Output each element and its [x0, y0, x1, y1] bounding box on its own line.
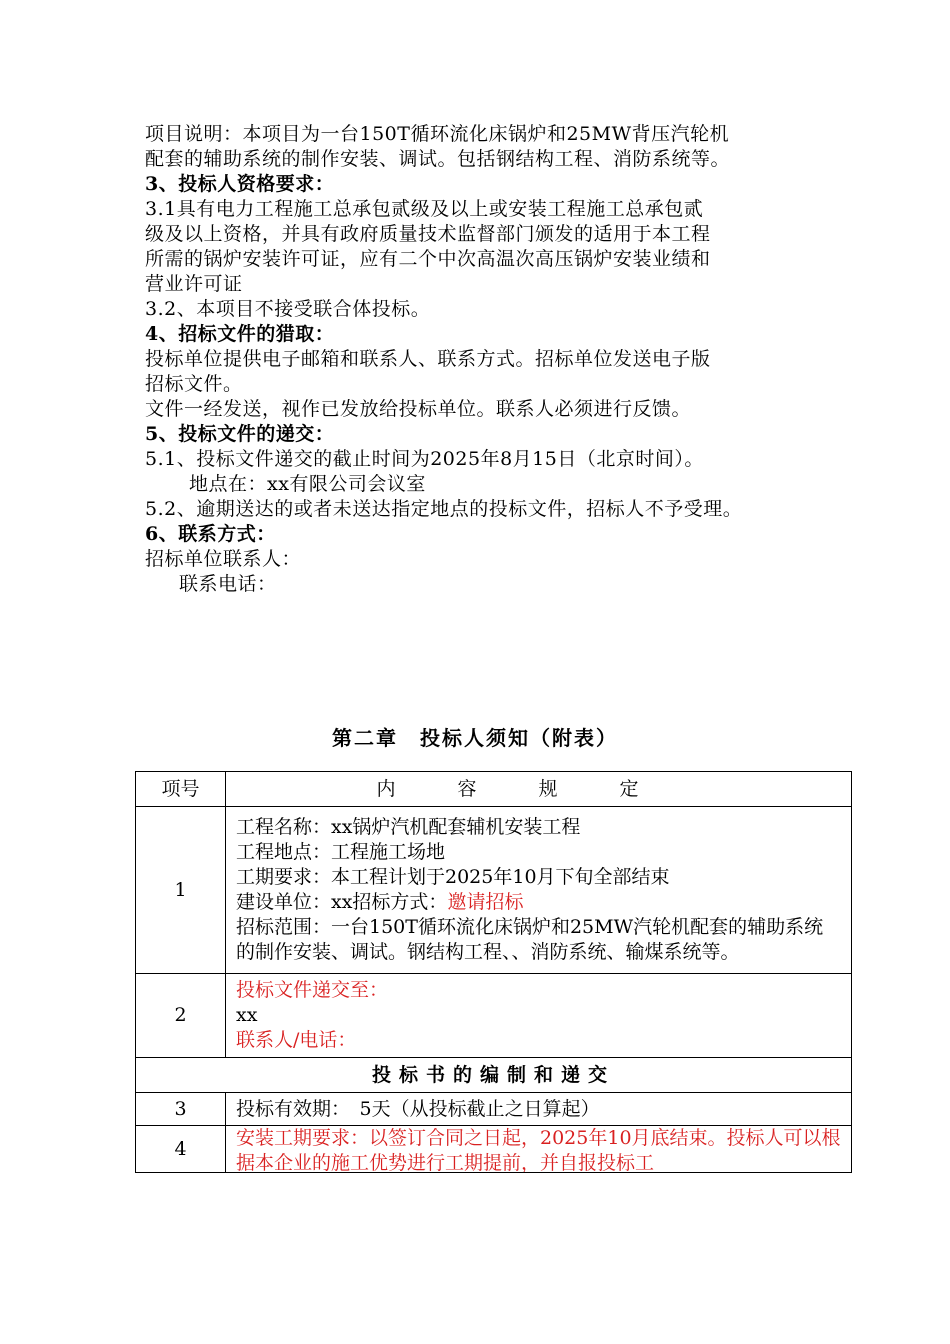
paragraph-line: 文件一经发送，视作已发放给投标单位。联系人必须进行反馈。 — [145, 398, 692, 420]
header-item-number: 项号 — [136, 772, 226, 807]
paragraph-line: 招标单位联系人： — [145, 548, 302, 570]
tender-scope: 招标范围：一台150T循环流化床锅炉和25MW汽轮机配套的辅助系统的制作安装、调试。钢结构工程、、消防系统、输煤系统等。 — [236, 916, 824, 963]
row-number: 2 — [136, 974, 226, 1058]
project-name: 工程名称：xx锅炉汽机配套辅机安装工程 — [236, 816, 581, 838]
table-row — [136, 1093, 852, 1126]
paragraph-line: 项目说明：本项目为一台150T循环流化床锅炉和25MW背压汽轮机 — [145, 123, 730, 145]
section-heading: 6、联系方式： — [145, 523, 276, 545]
section-heading: 5、投标文件的递交： — [145, 423, 335, 445]
section-heading: 投标书的编制和递交 — [136, 1058, 852, 1093]
bidder-notes-table — [135, 771, 852, 1173]
document-body — [145, 122, 845, 597]
project-location: 工程地点：工程施工场地 — [236, 841, 446, 863]
install-period-text: 安装工期要求：以签订合同之日起，2025年10月底结束。投标人可以根据本企业的施工优势进行工期提前，并自报投标工 — [236, 1127, 841, 1172]
schedule-requirement: 工期要求：本工程计划于2025年10月下旬全部结束 — [236, 866, 670, 888]
row-content — [226, 974, 852, 1058]
paragraph-line: 招标文件。 — [145, 373, 243, 395]
section-heading: 3、投标人资格要求： — [145, 173, 335, 195]
section-row — [136, 1058, 852, 1093]
owner-label: 建设单位：xx招标方式： — [236, 891, 448, 913]
paragraph-line: 配套的辅助系统的制作安装、调试。包括钢结构工程、消防系统等。 — [145, 148, 731, 170]
table-row — [136, 974, 852, 1058]
section-heading: 4、招标文件的猎取： — [145, 323, 335, 345]
paragraph-line: 联系电话： — [179, 573, 277, 595]
table-header-row — [136, 772, 852, 807]
submission-address-label: 投标文件递交至： — [236, 979, 389, 1001]
owner-and-method — [236, 890, 841, 915]
row-number: 3 — [136, 1093, 226, 1126]
header-content: 内容规定 — [226, 772, 852, 807]
paragraph-line: 营业许可证 — [145, 273, 243, 295]
paragraph-line: 所需的锅炉安装许可证，应有二个中次高温次高压锅炉安装业绩和 — [145, 248, 711, 270]
paragraph-line: 3.2、本项目不接受联合体投标。 — [145, 298, 431, 320]
paragraph-line: 级及以上资格，并具有政府质量技术监督部门颁发的适用于本工程 — [145, 223, 711, 245]
contact-label: 联系人/电话： — [236, 1029, 357, 1051]
row-number: 4 — [136, 1126, 226, 1173]
paragraph-line: 投标单位提供电子邮箱和联系人、联系方式。招标单位发送电子版 — [145, 348, 711, 370]
row-content — [226, 807, 852, 974]
chapter-title: 第二章 投标人须知（附表） — [332, 726, 618, 750]
paragraph-line: 5.1、投标文件递交的截止时间为2025年8月15日（北京时间）。 — [145, 448, 704, 470]
paragraph-line: 5.2、逾期送达的或者未送达指定地点的投标文件，招标人不予受理。 — [145, 498, 743, 520]
tender-method: 邀请招标 — [447, 891, 524, 913]
row-number: 1 — [136, 807, 226, 974]
table-row — [136, 807, 852, 974]
paragraph-line: 3.1具有电力工程施工总承包贰级及以上或安装工程施工总承包贰 — [145, 198, 704, 220]
row-content: 投标有效期： 5天（从投标截止之日算起） — [226, 1093, 852, 1126]
submission-address: xx — [236, 1004, 258, 1026]
paragraph-line: 地点在：xx有限公司会议室 — [189, 473, 426, 495]
row-content — [226, 1126, 852, 1173]
table-row — [136, 1126, 852, 1173]
